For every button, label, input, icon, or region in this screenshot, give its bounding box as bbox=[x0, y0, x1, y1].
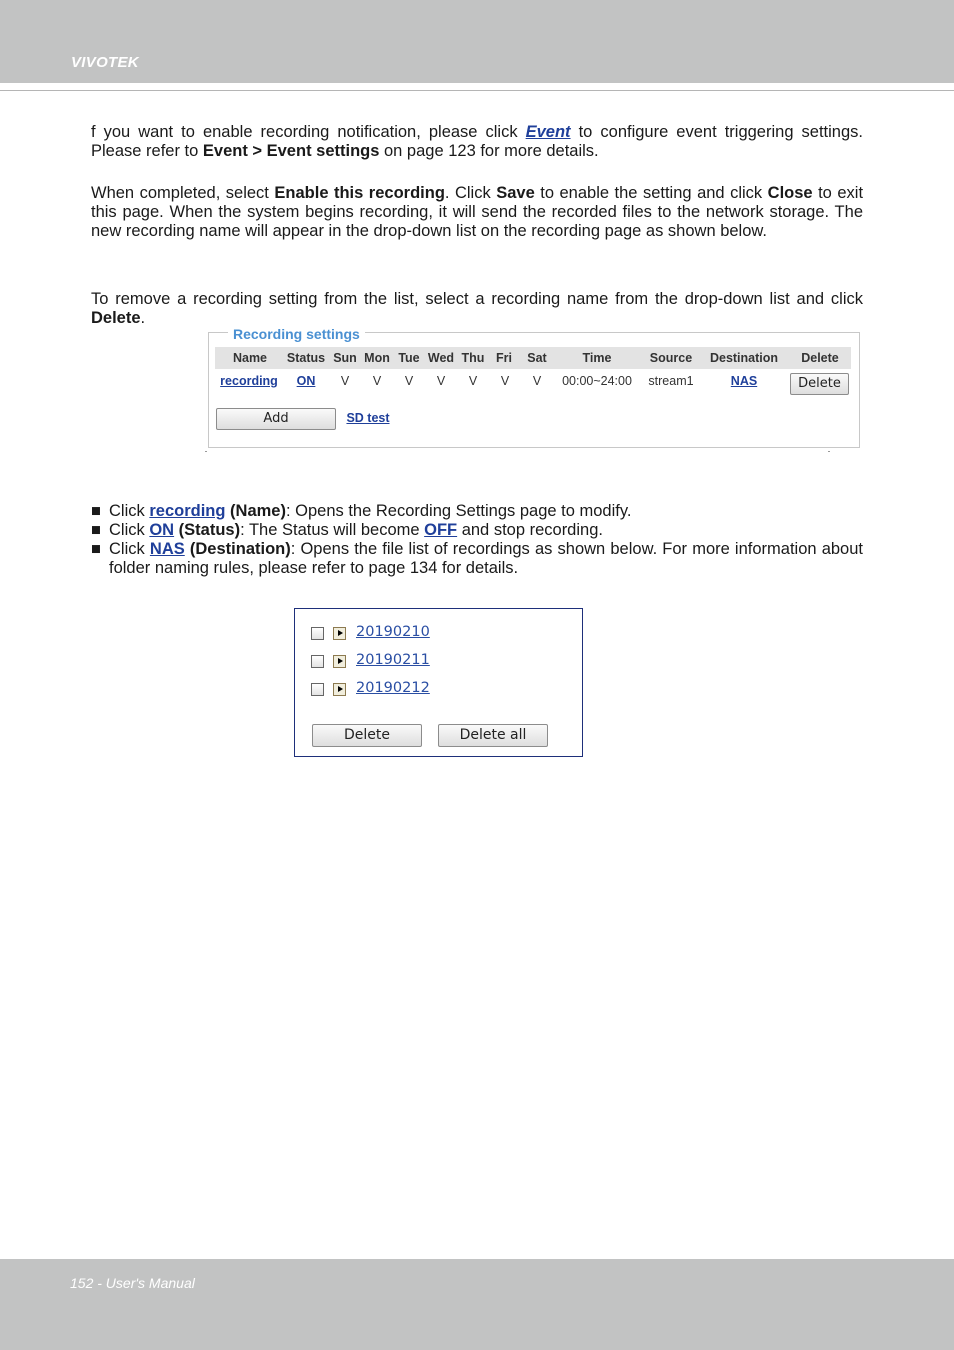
text: to enable the setting and click bbox=[534, 184, 768, 202]
text: : Opens the Recording Settings page to modify. bbox=[285, 502, 632, 520]
page-header bbox=[0, 0, 954, 83]
recording-destination-link[interactable]: NAS bbox=[730, 374, 758, 388]
bold-text: Save bbox=[496, 184, 535, 202]
text: Click bbox=[109, 521, 150, 539]
bold-text: (Destination) bbox=[184, 540, 291, 558]
bullet-square-icon: ■ bbox=[91, 540, 101, 558]
column-header-time: Time bbox=[582, 351, 612, 365]
column-header-wed: Wed bbox=[427, 351, 455, 365]
bullet-status bbox=[91, 521, 863, 540]
column-header-sun: Sun bbox=[333, 351, 357, 365]
text: : Opens the file list of recordings as shown below. For more information about folder naming rules, please refer to page 134 for details. bbox=[109, 540, 863, 577]
bold-text: Close bbox=[767, 184, 813, 202]
text: f you want to enable recording notification, please click bbox=[91, 123, 526, 141]
text: When completed, select bbox=[91, 184, 275, 202]
brand-logo-text: VIVOTEK bbox=[71, 54, 139, 71]
folder-link[interactable]: 20190212 bbox=[356, 680, 430, 696]
page-footer bbox=[0, 1259, 954, 1350]
divider-dot bbox=[828, 451, 830, 452]
folder-expand-arrow-icon[interactable] bbox=[333, 627, 346, 640]
divider-dot bbox=[205, 451, 207, 452]
delete-recording-button[interactable]: Delete bbox=[790, 373, 849, 395]
column-header-status: Status bbox=[286, 351, 326, 365]
bullet-recording-name bbox=[91, 502, 863, 521]
column-header-tue: Tue bbox=[398, 351, 420, 365]
column-header-delete: Delete bbox=[801, 351, 839, 365]
folder-expand-arrow-icon[interactable] bbox=[333, 655, 346, 668]
folder-link[interactable]: 20190211 bbox=[356, 652, 430, 668]
recording-settings-legend: Recording settings bbox=[228, 326, 365, 342]
event-link[interactable]: Event bbox=[525, 123, 571, 141]
recording-time-value: 00:00~24:00 bbox=[562, 374, 632, 388]
sd-test-link[interactable]: SD test bbox=[346, 411, 390, 425]
recording-name-link[interactable]: recording bbox=[220, 374, 278, 388]
on-link[interactable]: ON bbox=[149, 521, 175, 539]
paragraph-completion bbox=[91, 184, 863, 241]
day-sat-value: V bbox=[532, 374, 542, 388]
column-header-name: Name bbox=[232, 351, 268, 365]
day-mon-value: V bbox=[372, 374, 382, 388]
day-tue-value: V bbox=[404, 374, 414, 388]
recording-link[interactable]: recording bbox=[149, 502, 226, 520]
text: to exit this page. When the system begins recording, it will send the recorded files to the network storage. The new recording name will appear in the drop-down list on the recording page as shown below. bbox=[91, 184, 864, 240]
bold-text: (Name) bbox=[225, 502, 286, 520]
off-link[interactable]: OFF bbox=[424, 521, 458, 539]
column-header-thu: Thu bbox=[461, 351, 485, 365]
column-header-source: Source bbox=[649, 351, 693, 365]
column-header-destination: Destination bbox=[709, 351, 779, 365]
recording-status-link[interactable]: ON bbox=[296, 374, 316, 388]
folder-expand-arrow-icon[interactable] bbox=[333, 683, 346, 696]
folder-checkbox[interactable] bbox=[311, 627, 324, 640]
folder-checkbox[interactable] bbox=[311, 655, 324, 668]
day-sun-value: V bbox=[340, 374, 350, 388]
instruction-bullets bbox=[91, 502, 863, 578]
folder-checkbox[interactable] bbox=[311, 683, 324, 696]
text: To remove a recording setting from the list, select a recording name from the drop-down list and click bbox=[91, 290, 863, 308]
nas-link[interactable]: NAS bbox=[149, 540, 185, 558]
text: and stop recording. bbox=[457, 521, 603, 539]
text: Click bbox=[109, 540, 150, 558]
bullet-square-icon: ■ bbox=[91, 502, 101, 520]
bullet-destination bbox=[91, 540, 863, 578]
bold-text: (Status) bbox=[174, 521, 241, 539]
page-number-label: 152 - User's Manual bbox=[70, 1275, 195, 1291]
delete-all-files-button[interactable]: Delete all bbox=[438, 724, 548, 747]
paragraph-event-notification bbox=[91, 123, 863, 161]
column-header-sat: Sat bbox=[527, 351, 547, 365]
text: . bbox=[140, 309, 146, 327]
column-header-mon: Mon bbox=[364, 351, 390, 365]
bold-text: Event > Event settings bbox=[202, 142, 380, 160]
text: . Click bbox=[444, 184, 497, 202]
text: Click bbox=[109, 502, 150, 520]
text: on page 123 for more details. bbox=[379, 142, 599, 160]
text: : The Status will become bbox=[240, 521, 425, 539]
bold-text: Enable this recording bbox=[274, 184, 445, 202]
folder-link[interactable]: 20190210 bbox=[356, 624, 430, 640]
paragraph-remove-setting bbox=[91, 290, 863, 328]
add-recording-button[interactable]: Add bbox=[216, 408, 336, 430]
bullet-square-icon: ■ bbox=[91, 521, 101, 539]
header-divider bbox=[0, 90, 954, 91]
day-wed-value: V bbox=[436, 374, 446, 388]
column-header-fri: Fri bbox=[496, 351, 512, 365]
bold-text: Delete bbox=[91, 309, 141, 327]
text: to configure event triggering settings. Please refer to bbox=[91, 123, 863, 160]
day-thu-value: V bbox=[468, 374, 478, 388]
recording-source-value: stream1 bbox=[648, 374, 694, 388]
day-fri-value: V bbox=[500, 374, 510, 388]
delete-files-button[interactable]: Delete bbox=[312, 724, 422, 747]
